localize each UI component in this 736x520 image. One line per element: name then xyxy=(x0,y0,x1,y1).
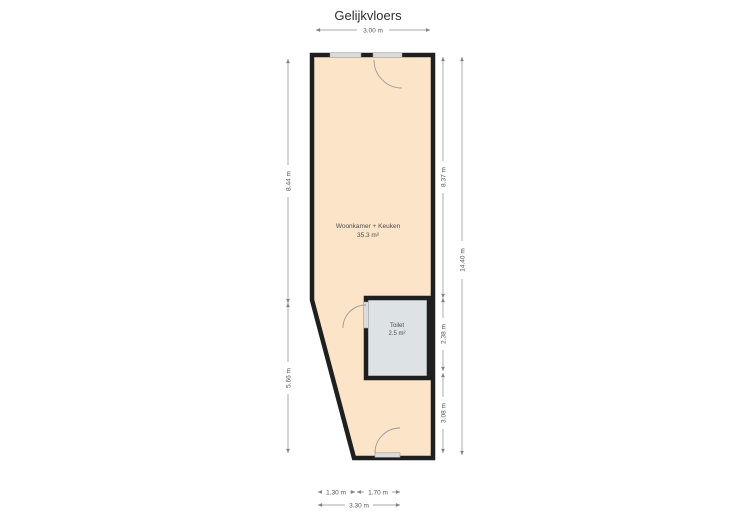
dim-left-upper-labelgroup xyxy=(284,165,293,197)
room-toilet-outline xyxy=(366,298,429,378)
window-top-left xyxy=(330,53,361,58)
dim-right-total-labelgroup xyxy=(458,241,467,279)
room-main-name: Woonkamer + Keuken xyxy=(335,223,401,230)
room-main-outline xyxy=(312,55,433,458)
dim-right-middle-label: 2.38 m xyxy=(440,324,448,344)
dim-right-middle-labelgroup xyxy=(439,318,448,350)
dim-bottom-left-label: 1.30 m xyxy=(326,489,346,497)
page-title: Gelijkvloers xyxy=(334,8,402,23)
room-toilet-name: Toilet xyxy=(389,323,405,329)
dim-right-upper-label: 8.37 m xyxy=(440,167,448,187)
dim-left-lower-label: 5.66 m xyxy=(285,368,293,388)
dim-right-lower-label: 3.08 m xyxy=(440,403,448,423)
dim-bottom-total-label: 3.30 m xyxy=(349,502,369,510)
dim-bottom-right-label: 1.70 m xyxy=(368,489,388,497)
door-top-right xyxy=(373,53,402,58)
dim-left-lower-labelgroup xyxy=(284,362,293,394)
dim-top-label: 3.00 m xyxy=(363,27,383,35)
room-toilet-area: 2.5 m² xyxy=(388,331,406,337)
door-toilet xyxy=(364,302,369,328)
dim-right-upper-labelgroup xyxy=(439,161,448,193)
door-bottom xyxy=(375,453,400,458)
dim-left-upper-label: 8.44 m xyxy=(285,171,293,191)
dim-right-lower-labelgroup xyxy=(439,397,448,429)
room-main-area: 35.3 m² xyxy=(356,232,380,239)
dim-right-total-label: 14.40 m xyxy=(459,248,467,272)
